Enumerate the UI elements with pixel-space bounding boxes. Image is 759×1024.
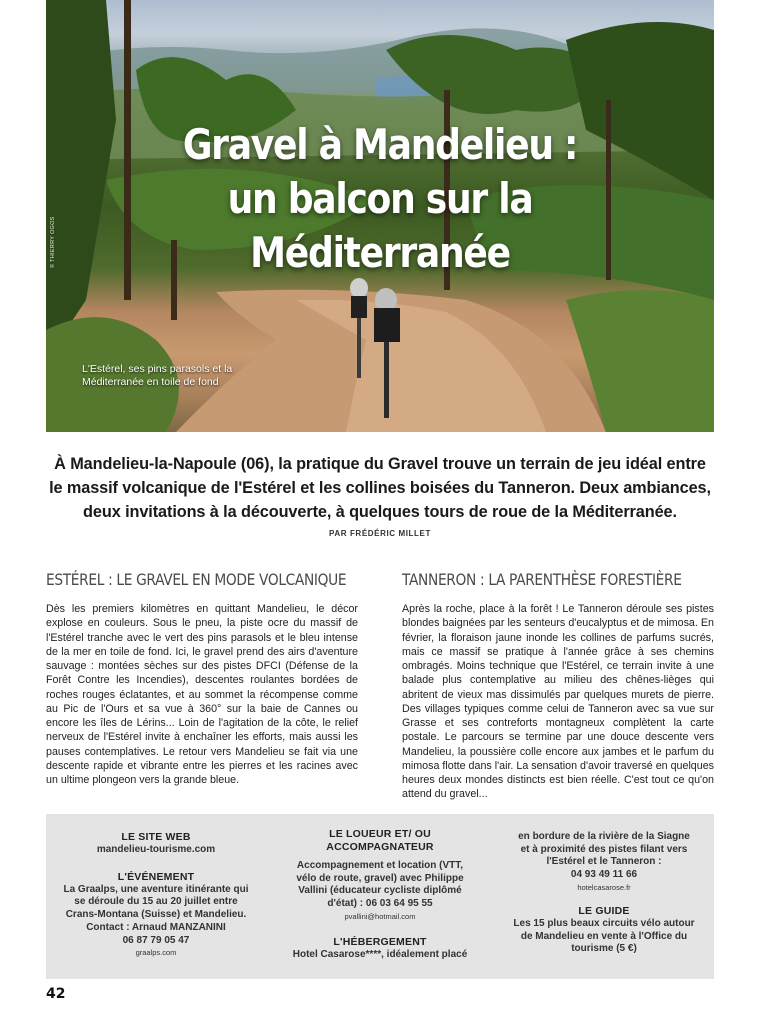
lodging-continued: en bordure de la rivière de la Siagne et à proximité des pistes filant vers l'Estérel et le Tanneron : bbox=[518, 831, 690, 868]
hero-photo bbox=[46, 0, 714, 432]
info-column-2 bbox=[268, 828, 492, 962]
esterel-heading: ESTÉREL : LE GRAVEL EN MODE VOLCANIQUE bbox=[46, 570, 347, 589]
photo-credit: © THIERRY OGOS bbox=[50, 216, 56, 268]
event-text: La Graalps, une aventure itinérante qui se déroule du 15 au 20 juillet entre Crans-Montana (Suisse) et Mandelieu. Contact : Arnaud MANZANINI bbox=[63, 883, 249, 933]
lodging-phone: 04 93 49 11 66 bbox=[570, 869, 638, 881]
event-phone: 06 87 79 05 47 bbox=[122, 934, 190, 946]
event-heading: L'ÉVÉNEMENT bbox=[117, 870, 195, 883]
rental-heading: LE LOUEUR ET/ OU ACCOMPAGNATEUR bbox=[326, 828, 434, 853]
byline: PAR FRÉDÉRIC MILLET bbox=[329, 529, 431, 538]
event-web: graalps.com bbox=[135, 948, 177, 958]
tanneron-section bbox=[402, 569, 714, 802]
guide-heading: LE GUIDE bbox=[578, 904, 630, 917]
page-number: 42 bbox=[46, 986, 66, 1002]
esterel-section bbox=[46, 569, 358, 787]
rental-email: pvallini@hotmail.com bbox=[344, 911, 416, 921]
lodging-text: Hotel Casarose****, idéalement placé bbox=[292, 948, 468, 960]
lodging-heading: L'HÉBERGEMENT bbox=[333, 935, 427, 948]
info-column-1 bbox=[46, 831, 266, 958]
page-title-line2: un balcon sur la Méditerranée bbox=[227, 174, 533, 277]
lodging-web: hotelcasarose.fr bbox=[577, 882, 631, 892]
photo-caption: L'Estérel, ses pins parasols et la Méditerranée en toile de fond bbox=[82, 363, 233, 388]
site-heading: LE SITE WEB bbox=[121, 831, 191, 843]
esterel-body: Dès les premiers kilomètres en quittant Mandelieu, le décor explose en couleurs. Sous le pneu, la piste ocre du massif de l'Estérel tranche avec le vert des pins parasols et le bleu intense de la mer en toile de fond. Ici, le gravel prend des airs d'aventure sauvage : montées sèches sur des pistes DFCI (Défense de la Forêt Contre les Incendies), descentes roulantes bordées de roches rouges éclatantes, et au sommet la récompense comme au Pic de l'Ours et sa vue à 360° sur la baie de Cannes ou encore les îles de Lérins... Loin de l'agitation de la côte, le relief nerveux de l'Estérel invite à enchaîner les efforts, mais aussi les pauses contemplatives. Le retour vers Mandelieu se fait via une descente rapide et vibrante entre les pierres et les racines avec un ultime plongeon vers la grande bleue. bbox=[46, 603, 358, 786]
rental-text: Accompagnement et location (VTT, vélo de route, gravel) avec Philippe Vallini (éducateur cycliste diplômé d'état) : 06 03 64 95 55 bbox=[296, 860, 464, 910]
guide-text: Les 15 plus beaux circuits vélo autour de Mandelieu en vente à l'Office du tourisme (5 €) bbox=[513, 917, 695, 955]
tanneron-heading: TANNERON : LA PARENTHÈSE FORESTIÈRE bbox=[402, 570, 682, 589]
site-url: mandelieu-tourisme.com bbox=[96, 844, 216, 855]
page-title-line1: Gravel à Mandelieu : bbox=[182, 120, 578, 169]
tanneron-body: Après la roche, place à la forêt ! Le Tanneron déroule ses pistes blondes baignées par les senteurs d'eucalyptus et de mimosa. En février, la floraison jaune inonde les collines de parfums sucrés, mais ce massif se pratique à l'année grâce à ses chemins ombragés. Moins technique que l'Estérel, ce terrain invite à une balade plus contemplative au milieu des chênes-lièges qui abritent de vieux mas dissimulés par quelques murets de pierre. Des villages typiques comme celui de Tanneron avec sa vue sur Grasse et ses contreforts montagneux complètent la carte postale. Le parcours se termine par une douce descente vers Mandelieu, la poussière colle encore aux jambes et le parfum du mimosa flotte dans l'air. La sensation d'avoir traversé en quelques heures deux mondes distincts est bien réelle. C'est tout ce qu'on attend du gravel... bbox=[402, 603, 714, 801]
info-box bbox=[46, 814, 714, 979]
intro-paragraph: À Mandelieu-la-Napoule (06), la pratique du Gravel trouve un terrain de jeu idéal entre le massif volcanique de l'Estérel et les collines boisées du Tanneron. Deux ambiances, deux invitations à la découverte, à quelques tours de roue de la Méditerranée. bbox=[49, 455, 711, 521]
info-column-3 bbox=[494, 831, 714, 956]
